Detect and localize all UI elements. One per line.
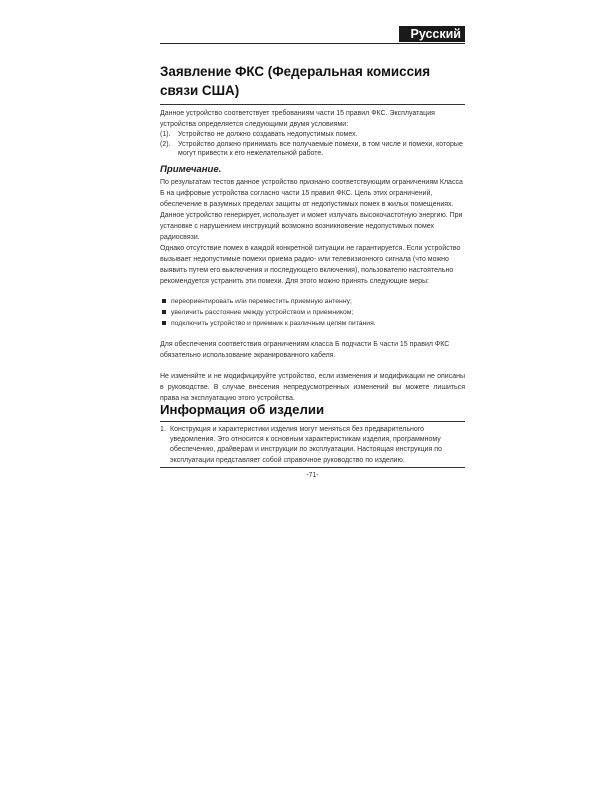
product-info-title: Информация об изделии [160, 401, 325, 417]
fcc-conditions [160, 130, 465, 159]
bullet-square-icon [162, 310, 166, 314]
measure-text: увеличить расстояние между устройством и приемником; [171, 308, 354, 316]
condition-item [160, 130, 465, 140]
product-info-list [160, 425, 465, 467]
measure-text: подключить устройство и приемник к различным цепям питания. [171, 319, 376, 327]
condition-text: Устройство должно принимать все получаемые помехи, в том числе и помехи, которые могут привести к его нежелательной работе. [178, 140, 463, 157]
bullet-square-icon [162, 321, 166, 325]
language-tab: Русский [399, 26, 465, 42]
measure-item [160, 307, 465, 318]
spacer [160, 329, 465, 339]
fcc-intro: Данное устройство соответствует требованиям части 15 правил ФКС. Эксплуатация устройства определяется следующими двумя условиями: [160, 110, 435, 128]
note-heading: Примечание. [160, 163, 222, 175]
bullet-square-icon [162, 299, 166, 303]
fcc-title-rule [160, 104, 465, 105]
spacer [160, 361, 465, 371]
note-paragraph-3: Для обеспечения соответствия ограничениям класса Б подчасти Б части 15 правил ФКС обязательно использование экранированного кабеля. [160, 340, 450, 359]
product-info-rule [160, 421, 465, 422]
measures-list [160, 296, 465, 329]
footer-rule [160, 467, 465, 468]
condition-item [160, 140, 465, 159]
note-paragraph-1: По результатам тестов данное устройство признано соответствующим ограничениям Класса Б на цифровые устройства согласно части 15 правил ФКС. Цель этих ограничений, обеспечение в разумных пределах защиты от недопустимых помех в жилых помещениях. Данное устройство генерирует, использует и может излучать высокочастотную энергию. При установке с нарушением инструкций возможно возникновение недопустимых помех радиосвязи. [160, 178, 463, 241]
page-number: -71- [306, 472, 319, 479]
condition-number: (2). [160, 140, 171, 148]
condition-number: (1). [160, 131, 171, 138]
product-info-item [160, 425, 465, 467]
page-content [160, 62, 465, 466]
measure-item [160, 296, 465, 307]
fcc-title: Заявление ФКС (Федеральная комиссия связи США) [160, 64, 431, 98]
item-number: 1. [160, 425, 166, 433]
note-paragraph-4: Не изменяйте и не модифицируйте устройство, если изменения и модификации не описаны в руководстве. В случае внесения непредусмотренных изменений вы можете лишиться права на эксплуатацию этого устройства. [160, 372, 465, 402]
header-rule [160, 43, 465, 44]
note-paragraph-2: Однако отсутствие помех в каждой конкретной ситуации не гарантируется. Если устройство вызывает недопустимые помехи приема радио- или телевизионного сигнала (что можно выявить путем его выключения и последующего включения), пользователю настоятельно рекомендуется устранить эти помехи. Для этого можно принять следующие меры: [160, 244, 461, 285]
condition-text: Устройство не должно создавать недопустимых помех. [178, 131, 358, 138]
measure-item [160, 318, 465, 329]
spacer [160, 287, 465, 296]
measure-text: переориентировать или переместить приемную антенну; [171, 297, 352, 305]
item-text: Конструкция и характеристики изделия могут меняться без предварительного уведомления. Это относится к основным характеристикам изделия, программному обеспечению, драйверам и инструкции по эксплуатации. Настоящая инструкция по эксплуатации представляет собой справочное руководство по изделию. [170, 425, 442, 464]
